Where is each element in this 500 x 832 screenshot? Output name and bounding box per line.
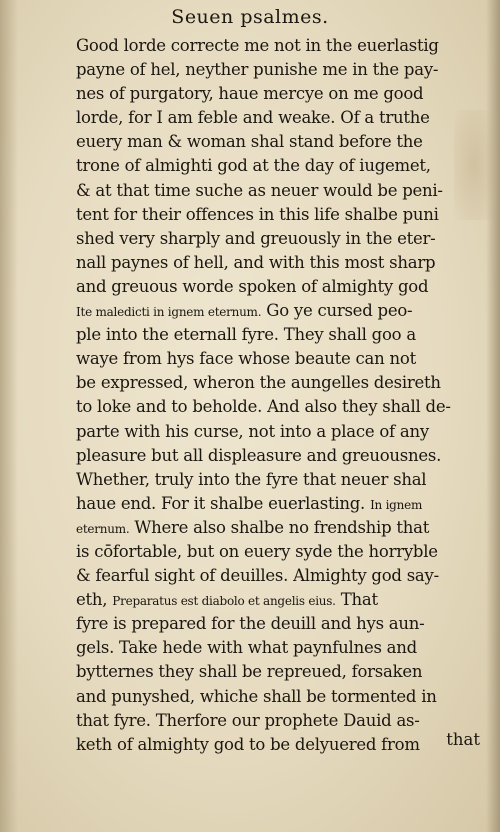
line-text: waye from hys face whose beaute can not xyxy=(76,349,416,369)
line-text: Whether, truly into the fyre that neuer shal xyxy=(76,469,427,489)
text-line xyxy=(76,660,488,684)
line-text: trone of almighti god at the day of iugemet, xyxy=(76,156,431,176)
text-line xyxy=(76,34,488,58)
line-text: eth, xyxy=(76,590,108,610)
line-text: nes of purgatory, haue mercye on me good xyxy=(76,84,424,104)
line-text: and punyshed, whiche shall be tormented in xyxy=(76,686,437,706)
text-line xyxy=(76,323,488,347)
text-line xyxy=(76,444,488,468)
text-line xyxy=(76,154,488,178)
line-text: pleasure but all displeasure and greuousnes. xyxy=(76,445,442,465)
latin-quotation: Preparatus est diabolo et angelis eius. xyxy=(112,594,336,609)
line-text: Go ye cursed peo- xyxy=(266,301,413,321)
line-text: ple into the eternall fyre. They shall goo a xyxy=(76,325,416,345)
line-text: parte with his curse, not into a place of any xyxy=(76,421,429,441)
running-head: Seuen psalmes. xyxy=(171,6,329,28)
line-text: and greuous worde spoken of almighty god xyxy=(76,276,429,296)
text-line xyxy=(76,106,488,130)
line-text: nall paynes of hell, and with this most sharp xyxy=(76,252,436,272)
line-text: & at that time suche as neuer would be peni- xyxy=(76,180,443,200)
text-line xyxy=(76,516,488,540)
line-text: lorde, for I am feble and weake. Of a truthe xyxy=(76,108,430,128)
line-text: gels. Take hede with what paynfulnes and xyxy=(76,638,417,658)
text-line xyxy=(76,564,488,588)
text-line xyxy=(76,371,488,395)
text-line xyxy=(76,395,488,419)
text-line xyxy=(76,636,488,660)
text-line xyxy=(76,612,488,636)
line-text: & fearful sight of deuilles. Almighty god say- xyxy=(76,566,439,586)
text-line xyxy=(76,347,488,371)
catchword: that xyxy=(446,730,480,749)
text-line xyxy=(76,540,488,564)
line-text: that fyre. Therfore our prophete Dauid as- xyxy=(76,710,420,730)
line-text: Where also shalbe no frendship that xyxy=(134,517,430,537)
text-line xyxy=(76,492,488,516)
line-text: is cōfortable, but on euery syde the horryble xyxy=(76,541,438,561)
text-line xyxy=(76,588,488,612)
text-line xyxy=(76,130,488,154)
text-line xyxy=(76,275,488,299)
text-block xyxy=(76,34,488,757)
line-text: tent for their offences in this life shalbe puni xyxy=(76,204,439,224)
line-text: Good lorde correcte me not in the euerlastig xyxy=(76,36,439,55)
text-line xyxy=(76,179,488,203)
latin-quotation: In ignem xyxy=(370,497,423,512)
text-line xyxy=(76,468,488,492)
text-line xyxy=(76,82,488,106)
line-text: That xyxy=(340,590,378,610)
line-text: be expressed, wheron the aungelles desireth xyxy=(76,373,441,393)
text-line xyxy=(76,203,488,227)
text-line xyxy=(76,251,488,275)
line-text: fyre is prepared for the deuill and hys aun- xyxy=(76,614,425,634)
line-text: payne of hel, neyther punishe me in the pay- xyxy=(76,60,439,80)
line-text: shed very sharply and greuously in the eter- xyxy=(76,228,436,248)
line-text: bytternes they shall be repreued, forsaken xyxy=(76,662,423,682)
line-text: to loke and to beholde. And also they shall de- xyxy=(76,397,451,417)
line-text: euery man & woman shal stand before the xyxy=(76,132,423,152)
text-line xyxy=(76,420,488,444)
text-line xyxy=(76,299,488,323)
text-line xyxy=(76,58,488,82)
page-gutter-shadow xyxy=(0,0,18,832)
line-text: keth of almighty god to be delyuered from xyxy=(76,734,420,754)
line-text: haue end. For it shalbe euerlasting. xyxy=(76,493,366,513)
latin-quotation: eternum. xyxy=(76,521,130,536)
text-line xyxy=(76,685,488,709)
text-line xyxy=(76,227,488,251)
latin-quotation: Ite maledicti in ignem eternum. xyxy=(76,305,262,320)
